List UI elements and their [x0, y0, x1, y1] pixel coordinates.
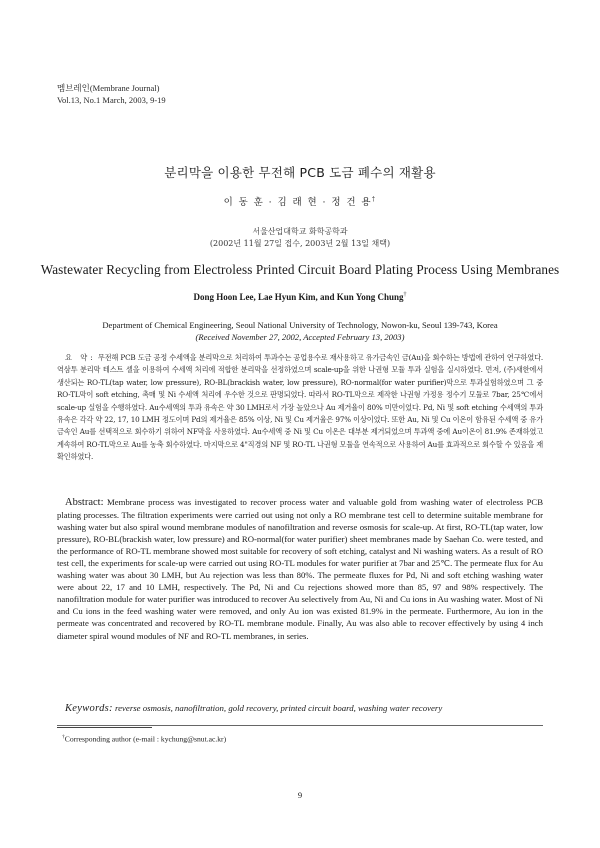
- english-abstract-body: Membrane process was investigated to recover process water and valuable gold from washing water of electroless PCB plating processes. The filtration experiments were carried out using not only a RO membrane test cell to determine suitable membrane for washing water but also spiral wound membrane modules of nanofiltration and reverse osmosis for scale-up. At first, RO-TL(tap water, low pressure), RO-BL(brackish water, low pressure) and RO-normal(for water purifier) sheet membranes made by Saehan Co. were tested, and the performance of RO-TL membrane showed most suitable for recovery of soft etching, catalyst and Ni washing waters. As a result of RO test cell, the experiments for scale-up were carried out using RO-TL modules for water purifier at 7bar and 25℃. The permeate flux for Au washing water was about 30 LMH, but Au rejection was less than 80%. The permeate fluxes for Pd, Ni and soft etching washing water were about 22, 17 and 10 LMH, respectively. The Pd, Ni and Cu rejections showed more than 85, 97 and 98% respectively. The nanofiltration module for water purifier was introduced to recover Au selectively from Au, Ni and Cu ions in Au washing water. Most of Ni and Cu ions in the feed washing water were removed, and only Au ion was existed 81.9% in the permeate. Furthermore, Au ion in the permeate was concentrated and recovered by RO-TL membrane module. Finally, Au was also able to recover effectively by using 4 inch diameter spiral wound modules of NF and RO-TL membranes, in series.: [57, 497, 543, 641]
- author-mark-en: †: [403, 292, 407, 298]
- keywords-label: Keywords:: [65, 703, 113, 714]
- journal-header: [57, 82, 166, 106]
- corresponding-author-footnote: [62, 734, 226, 744]
- english-affiliation-name: Department of Chemical Engineering, Seoul National University of Technology, Nowon-ku, Seoul 139-743, Korea: [102, 320, 498, 330]
- korean-abstract-label: 요 약:: [65, 353, 96, 362]
- korean-author-names: 이 동 훈 · 김 래 현 · 정 건 용: [223, 197, 372, 208]
- keywords-list: reverse osmosis, nanofiltration, gold recovery, printed circuit board, washing water recovery: [115, 703, 443, 713]
- author-mark: †: [371, 195, 377, 203]
- section-divider: [57, 725, 543, 726]
- footnote-text: Corresponding author (e-mail : kychung@snut.ac.kr): [64, 734, 227, 744]
- korean-abstract-body: 무전해 PCB 도금 공정 수세액을 분리막으로 처리하여 투과수는 공업용수로 재사용하고 유가금속인 금(Au)을 회수하는 방법에 관하여 연구하였다. 역삼투 분리막 테스트 셀을 이용하여 수세액 처리에 적합한 분리막을 선정하였으며 scale-up을 위한 나권형 모듈 투과 실험을 실시하였다. 먼저, (주)새한에서 생산되는 RO-TL(tap water, low pressure), RO-BL(brackish water, low pressure), RO-normal(for water purifier)막으로 투과실험하였으며 그 중 RO-TL막이 soft etching, 촉매 및 Ni 수세액 처리에 우수한 것으로 판명되었다. 따라서 RO-TL막으로 제작한 나권형 가정용 정수기 모듈로 7bar, 25℃에서 scale-up 실험을 수행하였다. Au수세액의 투과 유속은 약 30 LMH로서 가장 높았으나 Au 제거율이 80% 미만이었다. Pd, Ni 및 soft etching 수세액의 투과유속은 각각 약 22, 17, 10 LMH 정도이며 Pd의 제거율은 85% 이상, Ni 및 Cu 제거율은 97% 이상이었다. 또한 Au, Ni 및 Cu 이온이 함유된 수세액 중 유가금속인 Au를 선택적으로 회수하기 위하여 NF막을 사용하였다. Au수세액 중 Ni 및 Cu 이온은 대부분 제거되었으며 투과액 중에 Au이온이 81.9% 존재하였고 계속하여 RO-TL막으로 Au를 농축 회수하였다. 마지막으로 4"직경의 NF 및 RO-TL 나권형 모듈을 연속적으로 사용하여 Au를 효과적으로 회수할 수 있음을 재확인하였다.: [57, 353, 544, 462]
- keywords: [65, 703, 543, 714]
- footnote-mark: †: [62, 734, 65, 740]
- korean-abstract: [57, 352, 543, 464]
- english-abstract: [57, 496, 543, 642]
- received-dates: (Received November 27, 2002, Accepted February 13, 2003): [195, 332, 405, 342]
- korean-affiliation-name: 서울산업대학교 화학공학과: [252, 227, 348, 236]
- footnote-divider: [57, 727, 152, 728]
- english-title: Wastewater Recycling from Electroless Printed Circuit Board Plating Process Using Membranes: [40, 262, 560, 277]
- journal-issue: Vol.13, No.1 March, 2003, 9-19: [57, 95, 166, 105]
- korean-title: 분리막을 이용한 무전해 PCB 도금 폐수의 재활용: [164, 165, 436, 180]
- english-author-names: Dong Hoon Lee, Lae Hyun Kim, and Kun Yong Chung: [193, 292, 404, 302]
- journal-name: 멤브레인(Membrane Journal): [57, 83, 160, 93]
- page-number: 9: [297, 790, 303, 800]
- english-authors: [0, 292, 600, 302]
- korean-authors: [0, 194, 600, 208]
- korean-dates: (2002년 11월 27일 접수, 2003년 2월 13일 채택): [209, 239, 391, 248]
- english-affiliation: [0, 319, 600, 343]
- korean-affiliation: [0, 226, 600, 250]
- english-abstract-label: Abstract:: [65, 497, 104, 508]
